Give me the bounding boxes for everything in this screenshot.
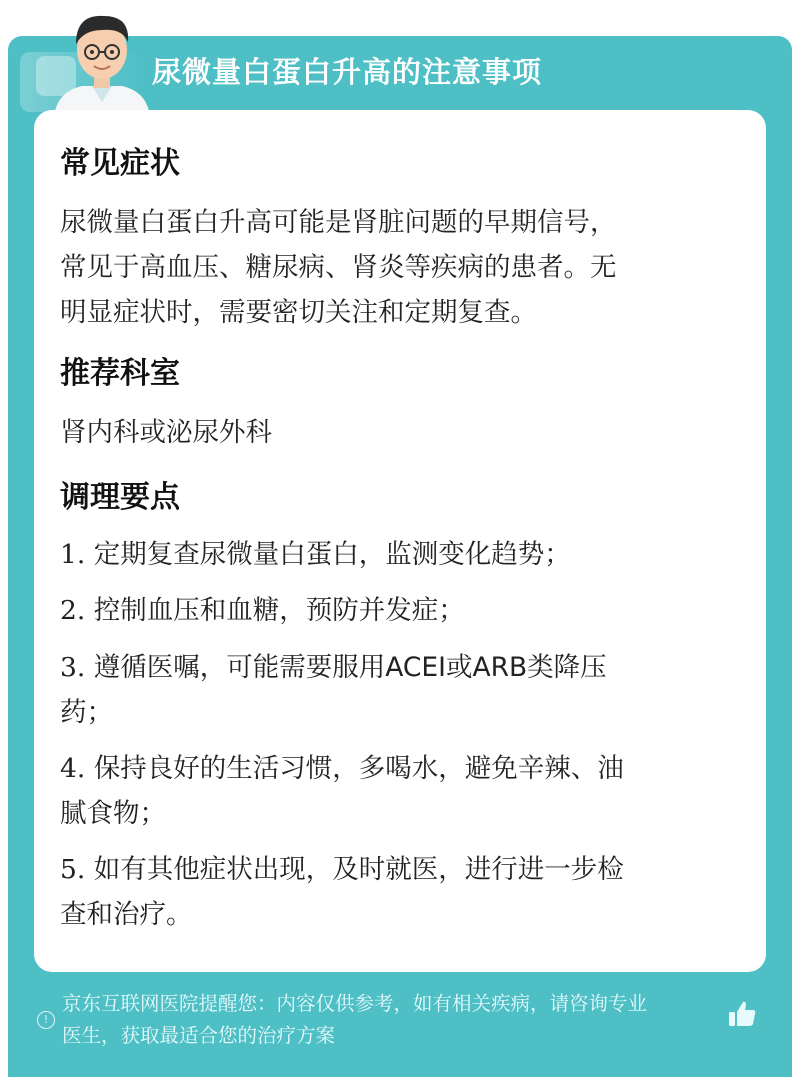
symptoms-line: 尿微量白蛋白升高可能是肾脏问题的早期信号， bbox=[60, 207, 617, 238]
symptoms-line: 明显症状时，需要密切关注和定期复查。 bbox=[60, 297, 537, 328]
symptoms-line: 常见于高血压、糖尿病、肾炎等疾病的患者。无 bbox=[60, 252, 617, 283]
list-number: 4. bbox=[60, 753, 86, 784]
department-text: 肾内科或泌尿外科 bbox=[60, 417, 272, 448]
list-text: 控制血压和血糖，预防并发症； bbox=[93, 595, 465, 626]
list-number: 5. bbox=[60, 854, 86, 885]
list-text: 定期复查尿微量白蛋白，监测变化趋势； bbox=[93, 539, 571, 570]
disclaimer-text bbox=[62, 988, 732, 1052]
disclaimer-line: 京东互联网医院提醒您：内容仅供参考，如有相关疾病，请咨询专业 bbox=[62, 992, 648, 1015]
info-icon: ! bbox=[37, 1011, 55, 1029]
section-title-department: 推荐科室 bbox=[60, 356, 180, 391]
list-item bbox=[60, 588, 740, 633]
list-number: 2. bbox=[60, 595, 86, 626]
list-item bbox=[60, 847, 740, 937]
list-item bbox=[60, 532, 740, 577]
list-item bbox=[60, 645, 740, 735]
list-number: 1. bbox=[60, 539, 86, 570]
content-card bbox=[34, 110, 766, 972]
section-title-care: 调理要点 bbox=[60, 480, 180, 515]
thumbs-up-icon[interactable] bbox=[726, 998, 758, 1030]
doctor-avatar-icon bbox=[46, 6, 158, 118]
list-text: 如有其他症状出现，及时就医，进行进一步检 bbox=[93, 854, 624, 885]
list-text: 保持良好的生活习惯，多喝水，避免辛辣、油 bbox=[93, 753, 624, 784]
list-text: 药； bbox=[60, 697, 113, 728]
list-text: 遵循医嘱，可能需要服用ACEI或ARB类降压 bbox=[93, 652, 607, 683]
list-item bbox=[60, 746, 740, 836]
list-text: 查和治疗。 bbox=[60, 899, 193, 930]
list-text: 腻食物； bbox=[60, 798, 166, 829]
section-title-symptoms: 常见症状 bbox=[60, 146, 180, 181]
list-number: 3. bbox=[60, 652, 86, 683]
disclaimer-line: 医生，获取最适合您的治疗方案 bbox=[62, 1024, 336, 1047]
symptoms-text bbox=[60, 200, 740, 335]
page-title: 尿微量白蛋白升高的注意事项 bbox=[152, 55, 543, 89]
